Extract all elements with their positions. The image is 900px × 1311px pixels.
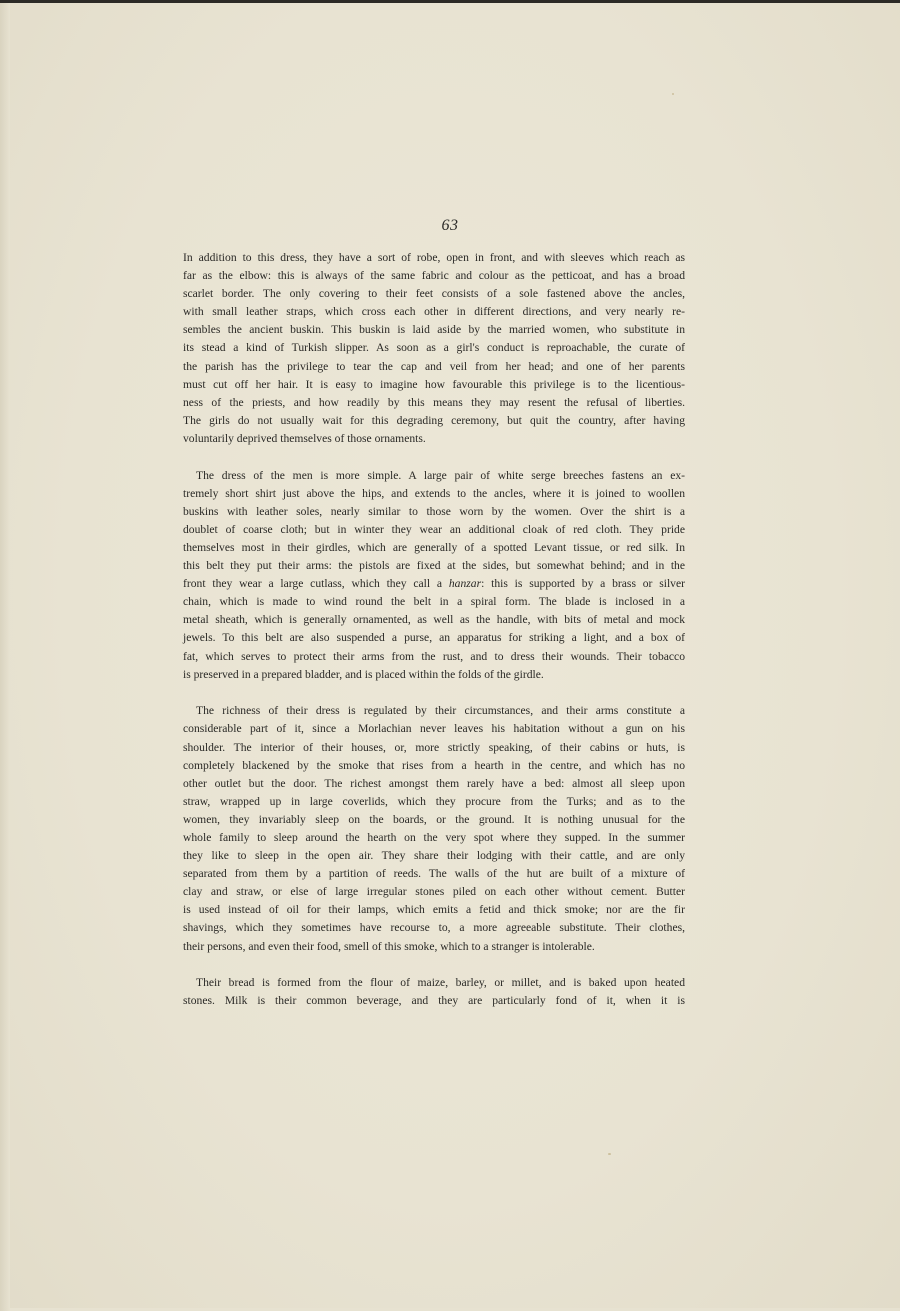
text-line: must cut off her hair. It is easy to imagine how favourable this privilege is to the licentious- <box>183 377 685 391</box>
page-number: 63 <box>441 217 459 234</box>
text-line: jewels. To this belt are also suspended a purse, an apparatus for striking a light, and a box of <box>183 631 685 645</box>
book-page <box>0 3 900 1308</box>
paper-speck <box>608 1153 611 1155</box>
text-line: women, they invariably sleep on the boards, or the ground. It is nothing unusual for the <box>183 812 685 826</box>
text-line: they like to sleep in the open air. They share their lodging with their cattle, and are only <box>183 849 685 863</box>
page-gutter-shadow <box>0 3 10 1311</box>
paragraph-3 <box>183 702 685 955</box>
text-line: doublet of coarse cloth; but in winter they wear an additional cloak of red cloth. They pride <box>183 522 685 536</box>
text-line: front they wear a large cutlass, which they call a hanzar: this is supported by a brass or silver <box>183 577 685 591</box>
italic-term: hanzar <box>448 577 482 591</box>
text-line: completely blackened by the smoke that rises from a hearth in the centre, and which has no <box>183 758 685 772</box>
text-line: other outlet but the door. The richest amongst them rarely have a bed: almost all sleep upon <box>183 776 685 790</box>
text-line: voluntarily deprived themselves of those ornaments. <box>183 431 426 445</box>
text-line: The dress of the men is more simple. A large pair of white serge breeches fastens an ex- <box>196 468 685 482</box>
text-line: the parish has the privilege to tear the cap and veil from her head; and one of her parents <box>183 359 685 373</box>
text-line: with small leather straps, which cross each other in different directions, and very nearly re- <box>183 305 685 319</box>
text-line: considerable part of it, since a Morlachian never leaves his habitation without a gun on his <box>183 722 685 736</box>
text-line: metal sheath, which is generally ornamented, as well as the handle, with bits of metal and mock <box>183 613 685 627</box>
text-line: is used instead of oil for their lamps, which emits a fetid and thick smoke; nor are the fir <box>183 903 685 917</box>
text-line: straw, wrapped up in large coverlids, which they procure from the Turks; and as to the <box>183 794 685 808</box>
text-line: Their bread is formed from the flour of maize, barley, or millet, and is baked upon heated <box>196 976 685 990</box>
paragraph-1 <box>183 249 685 448</box>
text-line: shoulder. The interior of their houses, or, more strictly speaking, of their cabins or huts, is <box>183 740 685 754</box>
text-line: themselves most in their girdles, which are generally of a spotted Levant tissue, or red silk. In <box>183 541 685 554</box>
text-line: buskins with leather soles, nearly similar to those worn by the women. Over the shirt is a <box>183 504 685 518</box>
text-line: its stead a kind of Turkish slipper. As soon as a girl's conduct is reproachable, the curate of <box>183 341 685 355</box>
text-line: separated from them by a partition of reeds. The walls of the hut are built of a mixture of <box>183 867 685 881</box>
text-line: clay and straw, or else of large irregular stones piled on each other without cement. Butter <box>183 885 685 899</box>
text-line: stones. Milk is their common beverage, and they are particularly fond of it, when it is <box>183 994 685 1008</box>
paragraph-2 <box>183 467 685 684</box>
paragraph-4 <box>183 974 685 1010</box>
paper-speck <box>672 93 674 95</box>
body-text <box>183 249 685 1010</box>
text-line: In addition to this dress, they have a sort of robe, open in front, and with sleeves which reach as <box>183 251 685 264</box>
text-line: shavings, which they sometimes have recourse to, a more agreeable substitute. Their clothes, <box>183 921 685 935</box>
text-line: their persons, and even their food, smell of this smoke, which to a stranger is intolerable. <box>183 939 595 953</box>
text-line: is preserved in a prepared bladder, and is placed within the folds of the girdle. <box>183 667 544 681</box>
text-line: this belt they put their arms: the pistols are fixed at the sides, but somewhat behind; and in the <box>183 559 685 573</box>
text-line: sembles the ancient buskin. This buskin is laid aside by the married women, who substitute in <box>183 323 685 337</box>
text-line: tremely short shirt just above the hips, and extends to the ancles, where it is joined to woollen <box>183 486 685 500</box>
text-line: scarlet border. The only covering to their feet consists of a sole fastened above the ancles, <box>183 287 685 301</box>
text-line: whole family to sleep around the hearth on the very spot where they supped. In the summer <box>183 831 685 844</box>
text-line: ness of the priests, and how readily by this means they may resent the refusal of liberties. <box>183 395 685 409</box>
text-line: The richness of their dress is regulated by their circumstances, and their arms constitute a <box>196 704 685 718</box>
text-line: far as the elbow: this is always of the same fabric and colour as the petticoat, and has a broad <box>183 269 685 283</box>
text-line: chain, which is made to wind round the belt in a spiral form. The blade is inclosed in a <box>183 595 685 609</box>
text-line: The girls do not usually wait for this degrading ceremony, but quit the country, after having <box>183 413 685 427</box>
text-line: fat, which serves to protect their arms from the rust, and to dress their wounds. Their tobacco <box>183 649 685 663</box>
